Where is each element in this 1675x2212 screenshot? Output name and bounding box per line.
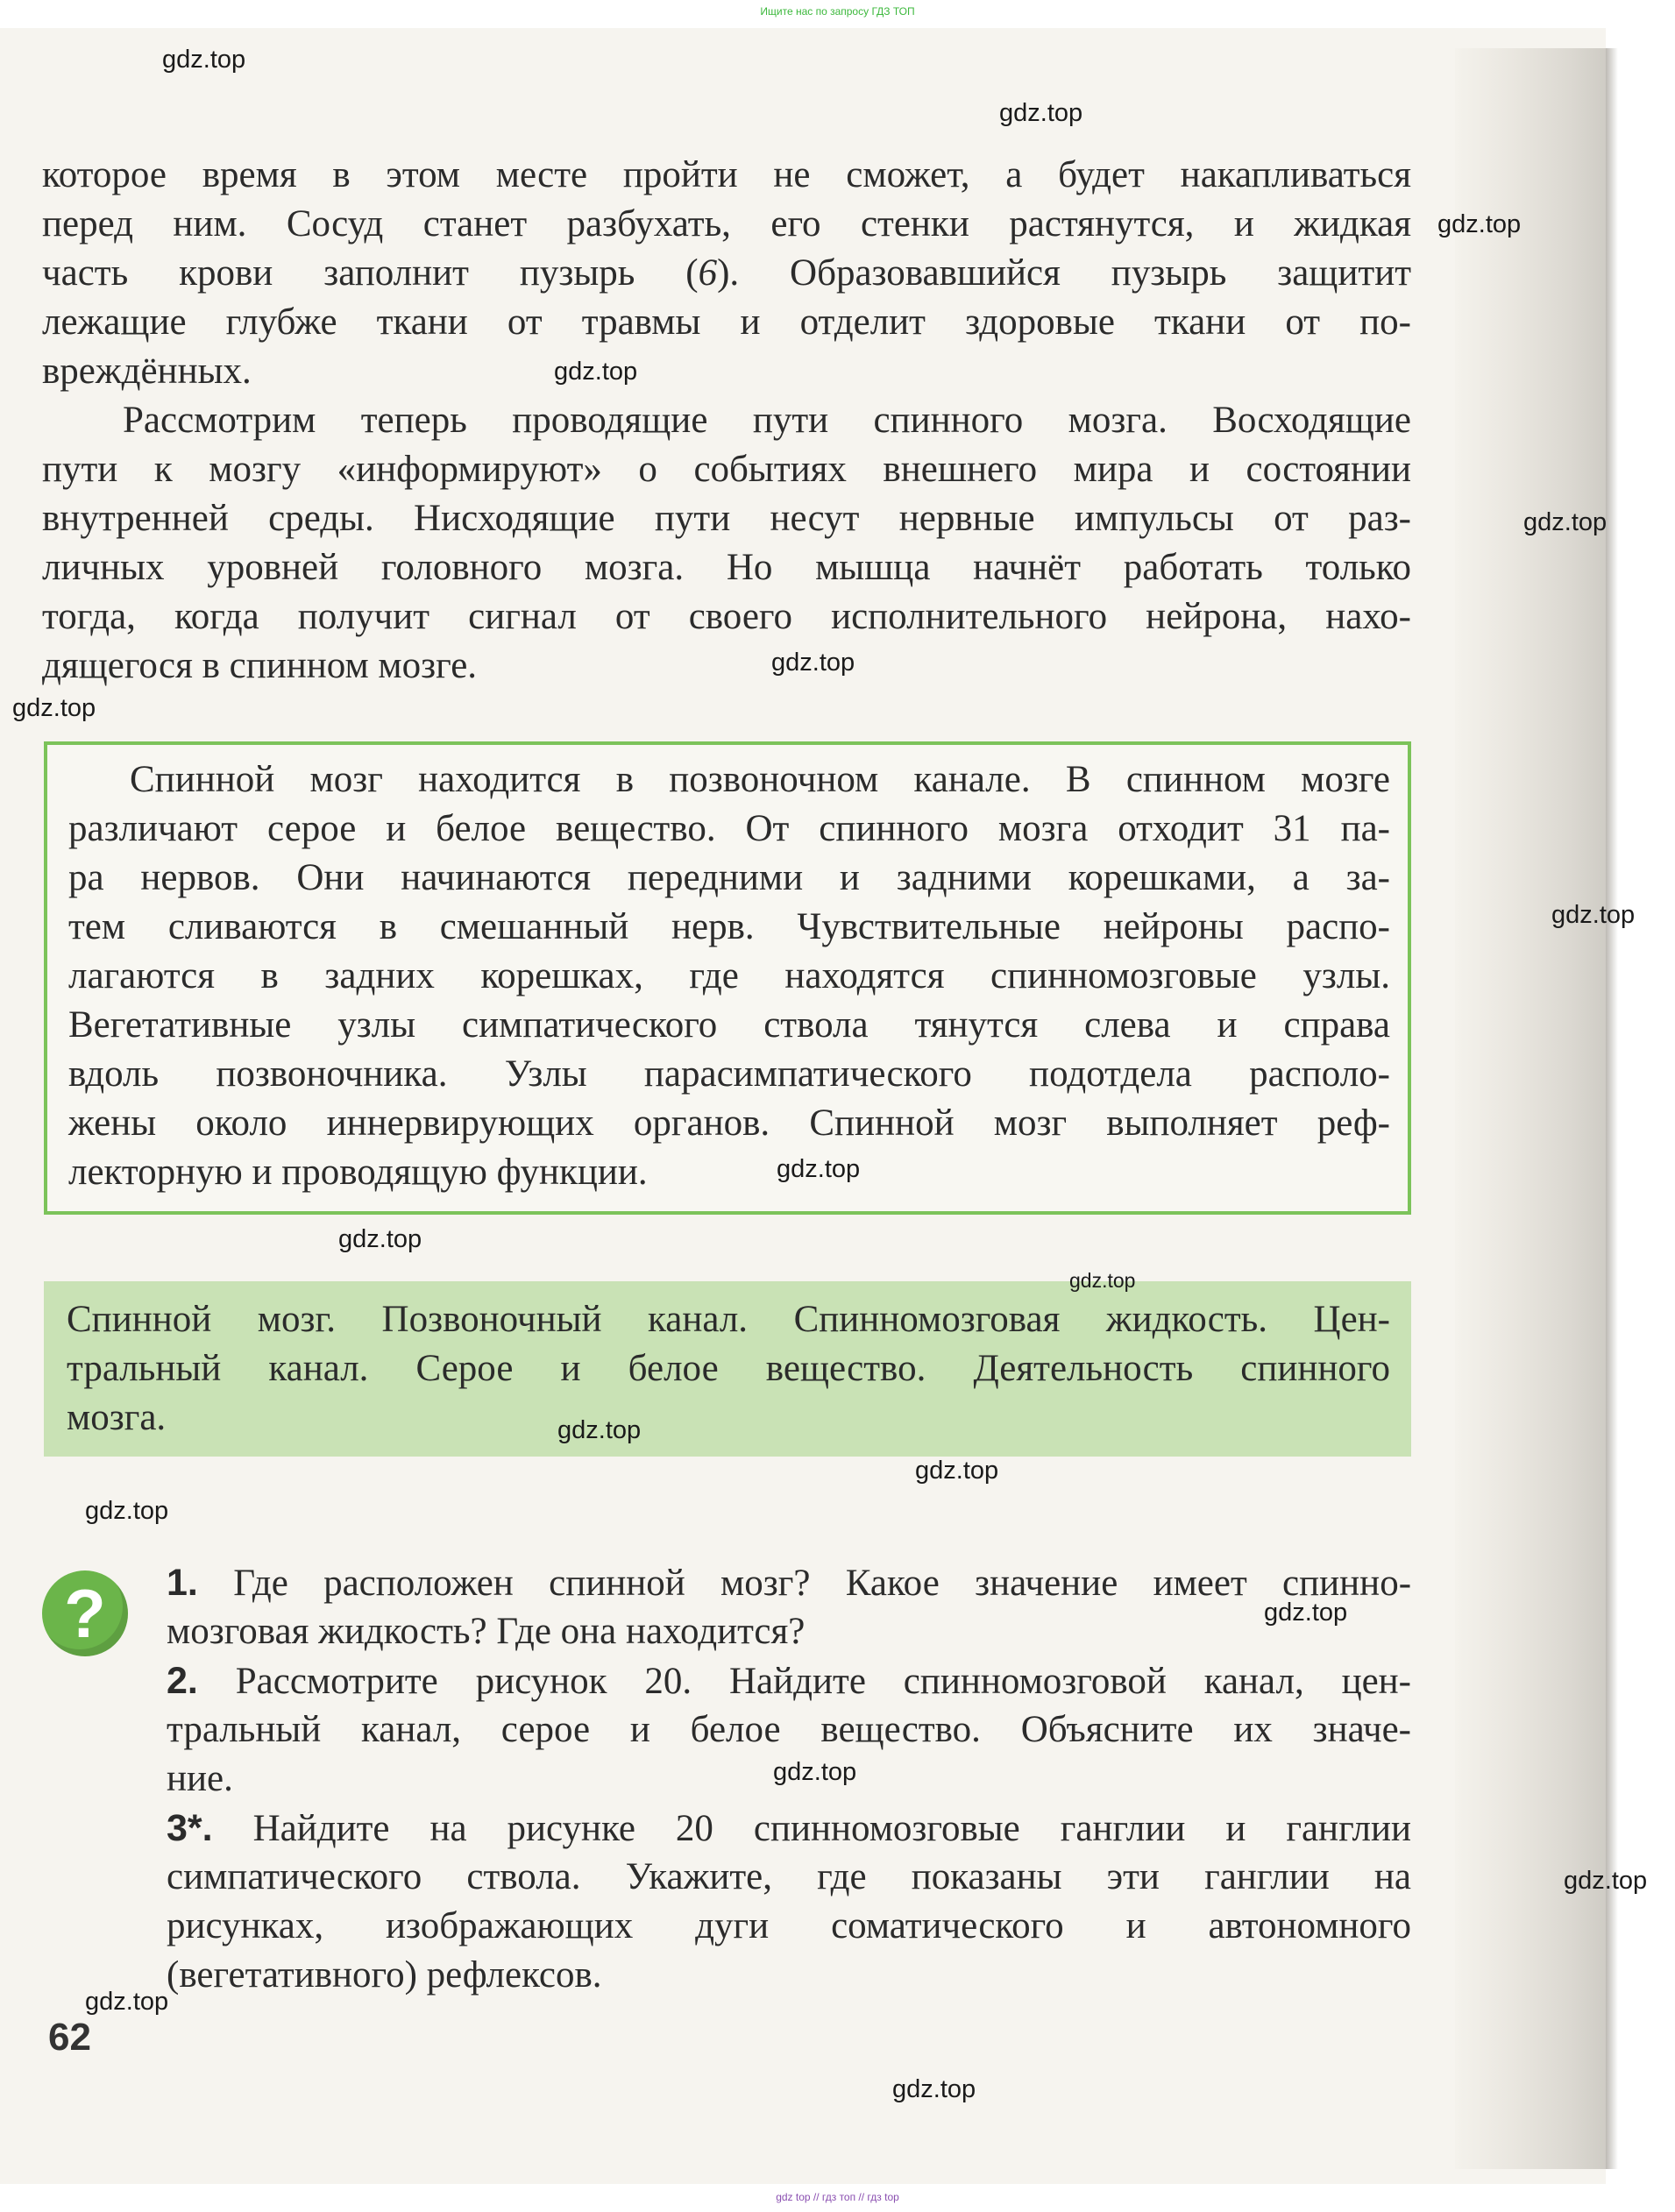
question-number: 1.: [167, 1562, 198, 1604]
watermark: gdz.top: [557, 1416, 642, 1444]
text-line: ние.: [167, 1758, 233, 1799]
watermark: gdz.top: [1551, 901, 1636, 929]
watermark: gdz.top: [85, 1988, 169, 2016]
text-line: [167, 1558, 1411, 1608]
text-line: [167, 1656, 1411, 1706]
bottom-banner: gdz top // гдз топ // гдз top: [776, 2191, 899, 2203]
watermark: gdz.top: [85, 1497, 169, 1525]
text-line: Рассмотрим теперь проводящие пути спинного мозга. Восходящие: [123, 400, 1411, 441]
watermark: gdz.top: [771, 649, 855, 677]
text-line: рисунках, изображающих дуги соматического и автономного: [167, 1905, 1411, 1946]
watermark: gdz.top: [773, 1758, 857, 1786]
text-line: различают серое и белое вещество. От спинного мозга отходит 31 па-: [68, 808, 1390, 849]
text-line: дящегося в спинном мозге.: [42, 645, 478, 686]
text-line: симпатического ствола. Укажите, где показаны эти ганглии на: [167, 1856, 1411, 1897]
watermark: gdz.top: [12, 694, 96, 722]
watermark: gdz.top: [162, 46, 246, 74]
text-line: Спинной мозг. Позвоночный канал. Спинномозговая жидкость. Цен-: [67, 1299, 1390, 1340]
text-line: мозговая жидкость? Где она находится?: [167, 1611, 806, 1652]
text-segment: часть крови заполнит пузырь (: [42, 252, 699, 294]
text-line: тральный канал, серое и белое вещество. Объясните их значе-: [167, 1709, 1411, 1750]
text-line: которое время в этом месте пройти не сможет, а будет накапливаться: [42, 154, 1411, 195]
watermark: gdz.top: [1523, 508, 1608, 536]
text-line: пути к мозгу «информируют» о событиях внешнего мира и состоянии: [42, 449, 1411, 490]
text-line: личных уровней головного мозга. Но мышца начнёт работать только: [42, 547, 1411, 588]
watermark: gdz.top: [999, 99, 1083, 127]
question-number: 2.: [167, 1660, 198, 1702]
page-fold: [1606, 48, 1618, 2169]
text-line: мозга.: [67, 1397, 167, 1438]
page-number: 62: [48, 2016, 91, 2059]
question-text: Найдите на рисунке 20 спинномозговые ганглии и ганглии: [252, 1808, 1411, 1849]
text-line: вдоль позвоночника. Узлы парасимпатического подотдела располо-: [68, 1053, 1390, 1095]
text-line: тогда, когда получит сигнал от своего исполнительного нейрона, нахо-: [42, 596, 1411, 637]
text-line: лагаются в задних корешках, где находятся спинномозговые узлы.: [68, 955, 1390, 996]
text-line: лежащие глубже ткани от травмы и отделит здоровые ткани от по-: [42, 301, 1411, 343]
text-line: ра нервов. Они начинаются передними и задними корешками, а за-: [68, 857, 1390, 898]
watermark: gdz.top: [1264, 1599, 1348, 1627]
text-line: жены около иннервирующих органов. Спинной мозг выполняет реф-: [68, 1102, 1390, 1144]
text-line: Вегетативные узлы симпатического ствола тянутся слева и справа: [68, 1004, 1390, 1046]
watermark: gdz.top: [777, 1155, 861, 1183]
question-mark-icon: ?: [42, 1570, 128, 1656]
text-line: тральный канал. Серое и белое вещество. Деятельность спинного: [67, 1348, 1390, 1389]
text-line: внутренней среды. Нисходящие пути несут нервные импульсы от раз-: [42, 498, 1411, 539]
text-line: тем сливаются в смешанный нерв. Чувствительные нейроны распо-: [68, 906, 1390, 947]
watermark: gdz.top: [1564, 1867, 1648, 1895]
question-number: 3*.: [167, 1807, 213, 1849]
watermark: gdz.top: [554, 358, 638, 386]
page-edge-shadow: [1455, 48, 1606, 2169]
watermark: gdz.top: [1069, 1269, 1136, 1292]
text-line: Спинной мозг находится в позвоночном канале. В спинном мозге: [130, 759, 1390, 800]
text-segment: ). Образовавшийся пузырь защитит: [717, 252, 1411, 294]
text-line: (вегетативного) рефлексов.: [167, 1954, 602, 1996]
watermark: gdz.top: [892, 2075, 976, 2103]
top-banner: Ищите нас по запросу ГДЗ ТОП: [760, 5, 915, 18]
text-line: перед ним. Сосуд станет разбухать, его стенки растянутся, и жидкая: [42, 203, 1411, 245]
text-line: [167, 1804, 1411, 1854]
text-line: [42, 249, 1411, 298]
watermark: gdz.top: [915, 1457, 999, 1485]
watermark: gdz.top: [1437, 210, 1522, 238]
question-text: Рассмотрите рисунок 20. Найдите спинномозговой канал, цен-: [235, 1661, 1412, 1702]
figure-ref: 6: [698, 252, 718, 294]
text-line: лекторную и проводящую функции.: [68, 1152, 648, 1193]
text-line: вреждённых.: [42, 351, 252, 392]
watermark: gdz.top: [338, 1225, 422, 1253]
question-text: Где расположен спинной мозг? Какое значение имеет спинно-: [233, 1563, 1412, 1604]
